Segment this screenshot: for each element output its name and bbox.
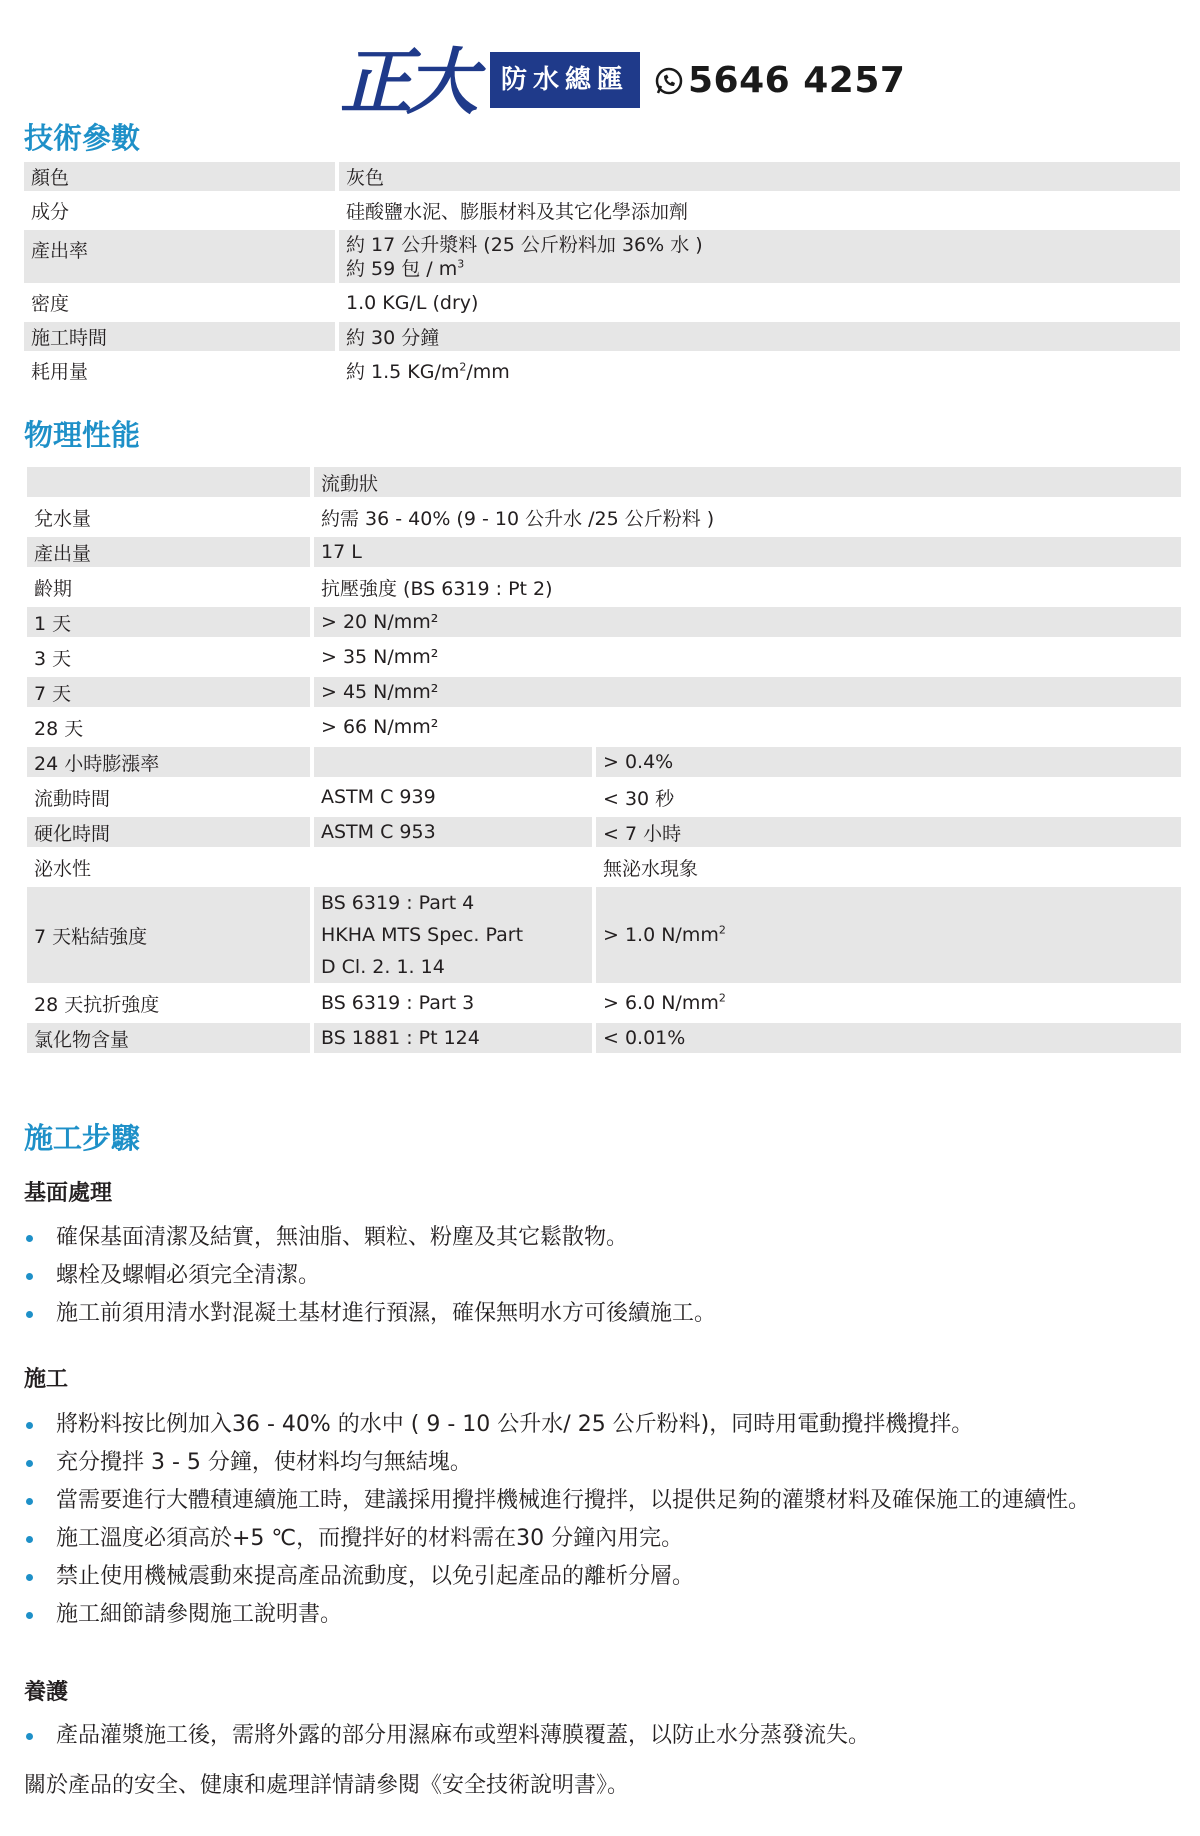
- brand-logo-text: 正大: [340, 39, 473, 124]
- cell: > 0.4%: [596, 747, 1181, 782]
- cell: BS 1881 : Pt 124: [314, 1023, 592, 1058]
- brand-header: [0, 38, 1200, 124]
- row-value-multi: [339, 230, 1180, 288]
- cell: 28 天抗折強度: [27, 988, 310, 1023]
- table-row: [24, 288, 1180, 322]
- base-heading: 基面處理: [24, 1181, 113, 1206]
- cell: 流動時間: [27, 782, 310, 817]
- table-row: [27, 712, 1181, 747]
- cell: > 1.0 $N/mm^2$: [596, 887, 1181, 988]
- list-item: 施工細節請參閱施工說明書。: [24, 1596, 1174, 1634]
- table-row: [27, 572, 1181, 607]
- row-value: 1.0 KG/L (dry): [339, 288, 1180, 322]
- table-row: [27, 817, 1181, 852]
- cell: > 35 N/mm²: [314, 642, 1181, 677]
- cell: 齡期: [27, 572, 310, 607]
- table-row: [27, 887, 1181, 988]
- work-list: [24, 1406, 1174, 1634]
- table-row: [27, 537, 1181, 572]
- table-row: [27, 988, 1181, 1023]
- row-value-line2: 約 59 包 / $m^3$: [346, 257, 465, 280]
- table-row: [24, 356, 1180, 390]
- row-value: 約 30 分鐘: [339, 322, 1180, 356]
- cell: 氯化物含量: [27, 1023, 310, 1058]
- table-row: [24, 230, 1180, 288]
- cell: < 7 小時: [596, 817, 1181, 852]
- row-label: 施工時間: [24, 322, 335, 356]
- tech-table: [20, 162, 1184, 390]
- cell-line: BS 6319 : Part 4: [321, 892, 475, 914]
- row-value: 灰色: [339, 162, 1180, 196]
- list-item: 充分攪拌 3 - 5 分鐘，使材料均勻無結塊。: [24, 1444, 1174, 1482]
- cell: > 20 N/mm²: [314, 607, 1181, 642]
- table-row: [27, 502, 1181, 537]
- table-row: [27, 1023, 1181, 1058]
- cell: > 66 N/mm²: [314, 712, 1181, 747]
- steps-section-title: 施工步驟: [24, 1121, 141, 1155]
- list-item: 將粉料按比例加入36 - 40% 的水中 ( 9 - 10 公升水/ 25 公斤粉料)，同時用電動攪拌機攪拌。: [24, 1406, 1174, 1444]
- cell: 硬化時間: [27, 817, 310, 852]
- cell: BS 6319 : Part 3: [314, 988, 592, 1023]
- cell: 泌水性: [27, 852, 310, 887]
- row-label: 耗用量: [24, 356, 335, 390]
- base-list: [24, 1219, 1174, 1333]
- cell: > 45 N/mm²: [314, 677, 1181, 712]
- row-label: 成分: [24, 196, 335, 230]
- table-row: [24, 322, 1180, 356]
- cell: 約需 36 - 40% (9 - 10 公升水 /25 公斤粉料 ): [314, 502, 1181, 537]
- cell: 7 天: [27, 677, 310, 712]
- cell: > 6.0 $N/mm^2$: [596, 988, 1181, 1023]
- work-heading: 施工: [24, 1367, 69, 1392]
- cell-line: HKHA MTS Spec. Part: [321, 924, 524, 946]
- cell: 產出量: [27, 537, 310, 572]
- physical-table: [23, 467, 1185, 1058]
- list-item: 確保基面清潔及結實，無油脂、顆粒、粉塵及其它鬆散物。: [24, 1219, 1174, 1257]
- cell: 兌水量: [27, 502, 310, 537]
- list-item: 當需要進行大體積連續施工時，建議採用攪拌機械進行攪拌，以提供足夠的灌漿材料及確保施工的連續性。: [24, 1482, 1174, 1520]
- physical-section-title: 物理性能: [24, 418, 141, 452]
- cell: 抗壓強度 (BS 6319 : Pt 2): [314, 572, 1181, 607]
- table-row: [27, 607, 1181, 642]
- cell: 流動狀: [314, 467, 1181, 502]
- list-item: 禁止使用機械震動來提高產品流動度，以免引起產品的離析分層。: [24, 1558, 1174, 1596]
- list-item: 產品灌漿施工後，需將外露的部分用濕麻布或塑料薄膜覆蓋，以防止水分蒸發流失。: [24, 1717, 1174, 1755]
- row-label: 顏色: [24, 162, 335, 196]
- row-label: 密度: [24, 288, 335, 322]
- care-list: [24, 1717, 1174, 1755]
- table-row: [27, 747, 1181, 782]
- cell: [314, 747, 592, 782]
- table-row: [27, 677, 1181, 712]
- table-row: [27, 642, 1181, 677]
- cell: 1 天: [27, 607, 310, 642]
- cell: ASTM C 953: [314, 817, 592, 852]
- whatsapp-icon: [654, 66, 684, 96]
- row-value: 約 17 公升漿料 (25 公斤粉料加 36% 水 ): [346, 233, 703, 256]
- row-label: 產出率: [24, 230, 335, 288]
- cell: 24 小時膨漲率: [27, 747, 310, 782]
- row-value: 約 1.5 $KG/m^2/mm$: [339, 356, 1180, 390]
- cell: 無泌水現象: [596, 852, 1181, 887]
- care-heading: 養護: [24, 1680, 69, 1705]
- cell-multi: [314, 887, 592, 988]
- table-row: [24, 196, 1180, 230]
- list-item: 螺栓及螺帽必須完全清潔。: [24, 1257, 1174, 1295]
- cell: [314, 852, 592, 887]
- cell: 17 L: [314, 537, 1181, 572]
- cell: 7 天粘結強度: [27, 887, 310, 988]
- cell: [27, 467, 310, 502]
- cell: 28 天: [27, 712, 310, 747]
- tech-section-title: 技術參數: [24, 121, 141, 155]
- cell: ASTM C 939: [314, 782, 592, 817]
- list-item: 施工溫度必須高於+5 ℃，而攪拌好的材料需在30 分鐘內用完。: [24, 1520, 1174, 1558]
- list-item: 施工前須用清水對混凝土基材進行預濕，確保無明水方可後續施工。: [24, 1295, 1174, 1333]
- cell: < 0.01%: [596, 1023, 1181, 1058]
- table-row: [27, 782, 1181, 817]
- cell: < 30 秒: [596, 782, 1181, 817]
- safety-note: 關於產品的安全、健康和處理詳情請參閱《安全技術說明書》。: [24, 1773, 630, 1798]
- table-row: [27, 467, 1181, 502]
- cell-line: D Cl. 2. 1. 14: [321, 956, 445, 978]
- table-row: [27, 852, 1181, 887]
- brand-logo-box: 防水總匯: [490, 52, 640, 108]
- table-row: [24, 162, 1180, 196]
- cell: 3 天: [27, 642, 310, 677]
- phone-number: 5646 4257: [688, 60, 906, 101]
- row-value: 硅酸鹽水泥、膨脹材料及其它化學添加劑: [339, 196, 1180, 230]
